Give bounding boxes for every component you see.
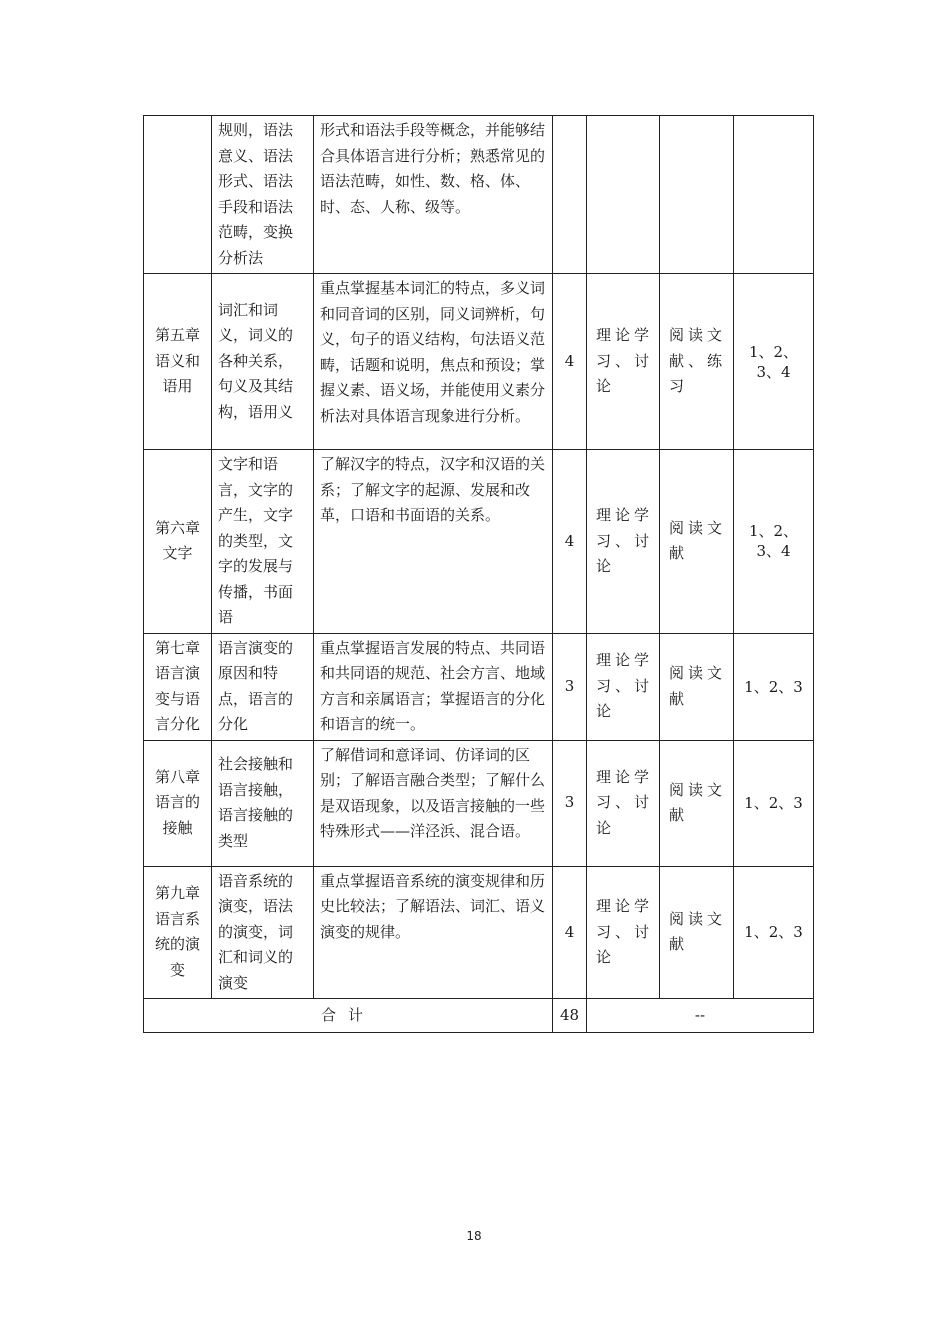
chapter-cell: 第六章文字 xyxy=(144,450,212,634)
table-row xyxy=(144,740,814,866)
content-cell: 词汇和词义，词义的各种关系，句义及其结构，语用义 xyxy=(212,274,314,450)
requirement-cell: 重点掌握语音系统的演变规律和历史比较法；了解语法、词汇、语义演变的规律。 xyxy=(314,866,553,999)
table-row xyxy=(144,274,814,450)
content-cell: 社会接触和语言接触，语言接触的类型 xyxy=(212,740,314,866)
chapter-cell: 第八章语言的接触 xyxy=(144,740,212,866)
total-rest: -- xyxy=(587,999,814,1033)
hours-cell: 4 xyxy=(553,866,587,999)
assignment-cell: 阅读文献 xyxy=(660,866,734,999)
table-row xyxy=(144,450,814,634)
assignment-cell: 阅读文献 xyxy=(660,740,734,866)
content-cell: 语言演变的原因和特点，语言的分化 xyxy=(212,633,314,740)
assignment-cell xyxy=(660,116,734,274)
hours-cell xyxy=(553,116,587,274)
method-cell: 理论学习、讨论 xyxy=(587,274,660,450)
hours-cell: 4 xyxy=(553,450,587,634)
goal-cell: 1、2、3、4 xyxy=(734,274,814,450)
assignment-cell: 阅读文献、练习 xyxy=(660,274,734,450)
goal-cell: 1、2、3、4 xyxy=(734,450,814,634)
chapter-cell: 第七章语言演变与语言分化 xyxy=(144,633,212,740)
course-schedule-table xyxy=(143,115,814,1033)
assignment-cell: 阅读文献 xyxy=(660,633,734,740)
method-cell: 理论学习、讨论 xyxy=(587,740,660,866)
method-cell xyxy=(587,116,660,274)
requirement-cell: 了解汉字的特点，汉字和汉语的关系；了解文字的起源、发展和改革，口语和书面语的关系。 xyxy=(314,450,553,634)
table-row xyxy=(144,116,814,274)
goal-cell xyxy=(734,116,814,274)
chapter-cell xyxy=(144,116,212,274)
goal-cell: 1、2、3 xyxy=(734,740,814,866)
hours-cell: 3 xyxy=(553,740,587,866)
content-cell: 语音系统的演变，语法的演变，词汇和词义的演变 xyxy=(212,866,314,999)
requirement-cell: 重点掌握基本词汇的特点，多义词和同音词的区别，同义词辨析，句义，句子的语义结构，句法语义范畴，话题和说明，焦点和预设；掌握义素、语义场，并能使用义素分析法对具体语言现象进行分析。 xyxy=(314,274,553,450)
total-row xyxy=(144,999,814,1033)
total-hours: 48 xyxy=(553,999,587,1033)
chapter-cell: 第九章语言系统的演变 xyxy=(144,866,212,999)
requirement-cell: 了解借词和意译词、仿译词的区别；了解语言融合类型；了解什么是双语现象，以及语言接触的一些特殊形式——洋泾浜、混合语。 xyxy=(314,740,553,866)
method-cell: 理论学习、讨论 xyxy=(587,866,660,999)
goal-cell: 1、2、3 xyxy=(734,633,814,740)
assignment-cell: 阅读文献 xyxy=(660,450,734,634)
table-row xyxy=(144,633,814,740)
content-cell: 文字和语言，文字的产生，文字的类型，文字的发展与传播，书面语 xyxy=(212,450,314,634)
hours-cell: 4 xyxy=(553,274,587,450)
hours-cell: 3 xyxy=(553,633,587,740)
total-label: 合计 xyxy=(144,999,553,1033)
requirement-cell: 重点掌握语言发展的特点、共同语和共同语的规范、社会方言、地域方言和亲属语言；掌握语言的分化和语言的统一。 xyxy=(314,633,553,740)
method-cell: 理论学习、讨论 xyxy=(587,450,660,634)
chapter-cell: 第五章语义和语用 xyxy=(144,274,212,450)
page-number: 18 xyxy=(466,1229,482,1243)
method-cell: 理论学习、讨论 xyxy=(587,633,660,740)
content-cell: 规则，语法意义、语法形式、语法手段和语法范畴，变换分析法 xyxy=(212,116,314,274)
goal-cell: 1、2、3 xyxy=(734,866,814,999)
table-row xyxy=(144,866,814,999)
requirement-cell: 形式和语法手段等概念，并能够结合具体语言进行分析；熟悉常见的语法范畴，如性、数、格、体、时、态、人称、级等。 xyxy=(314,116,553,274)
